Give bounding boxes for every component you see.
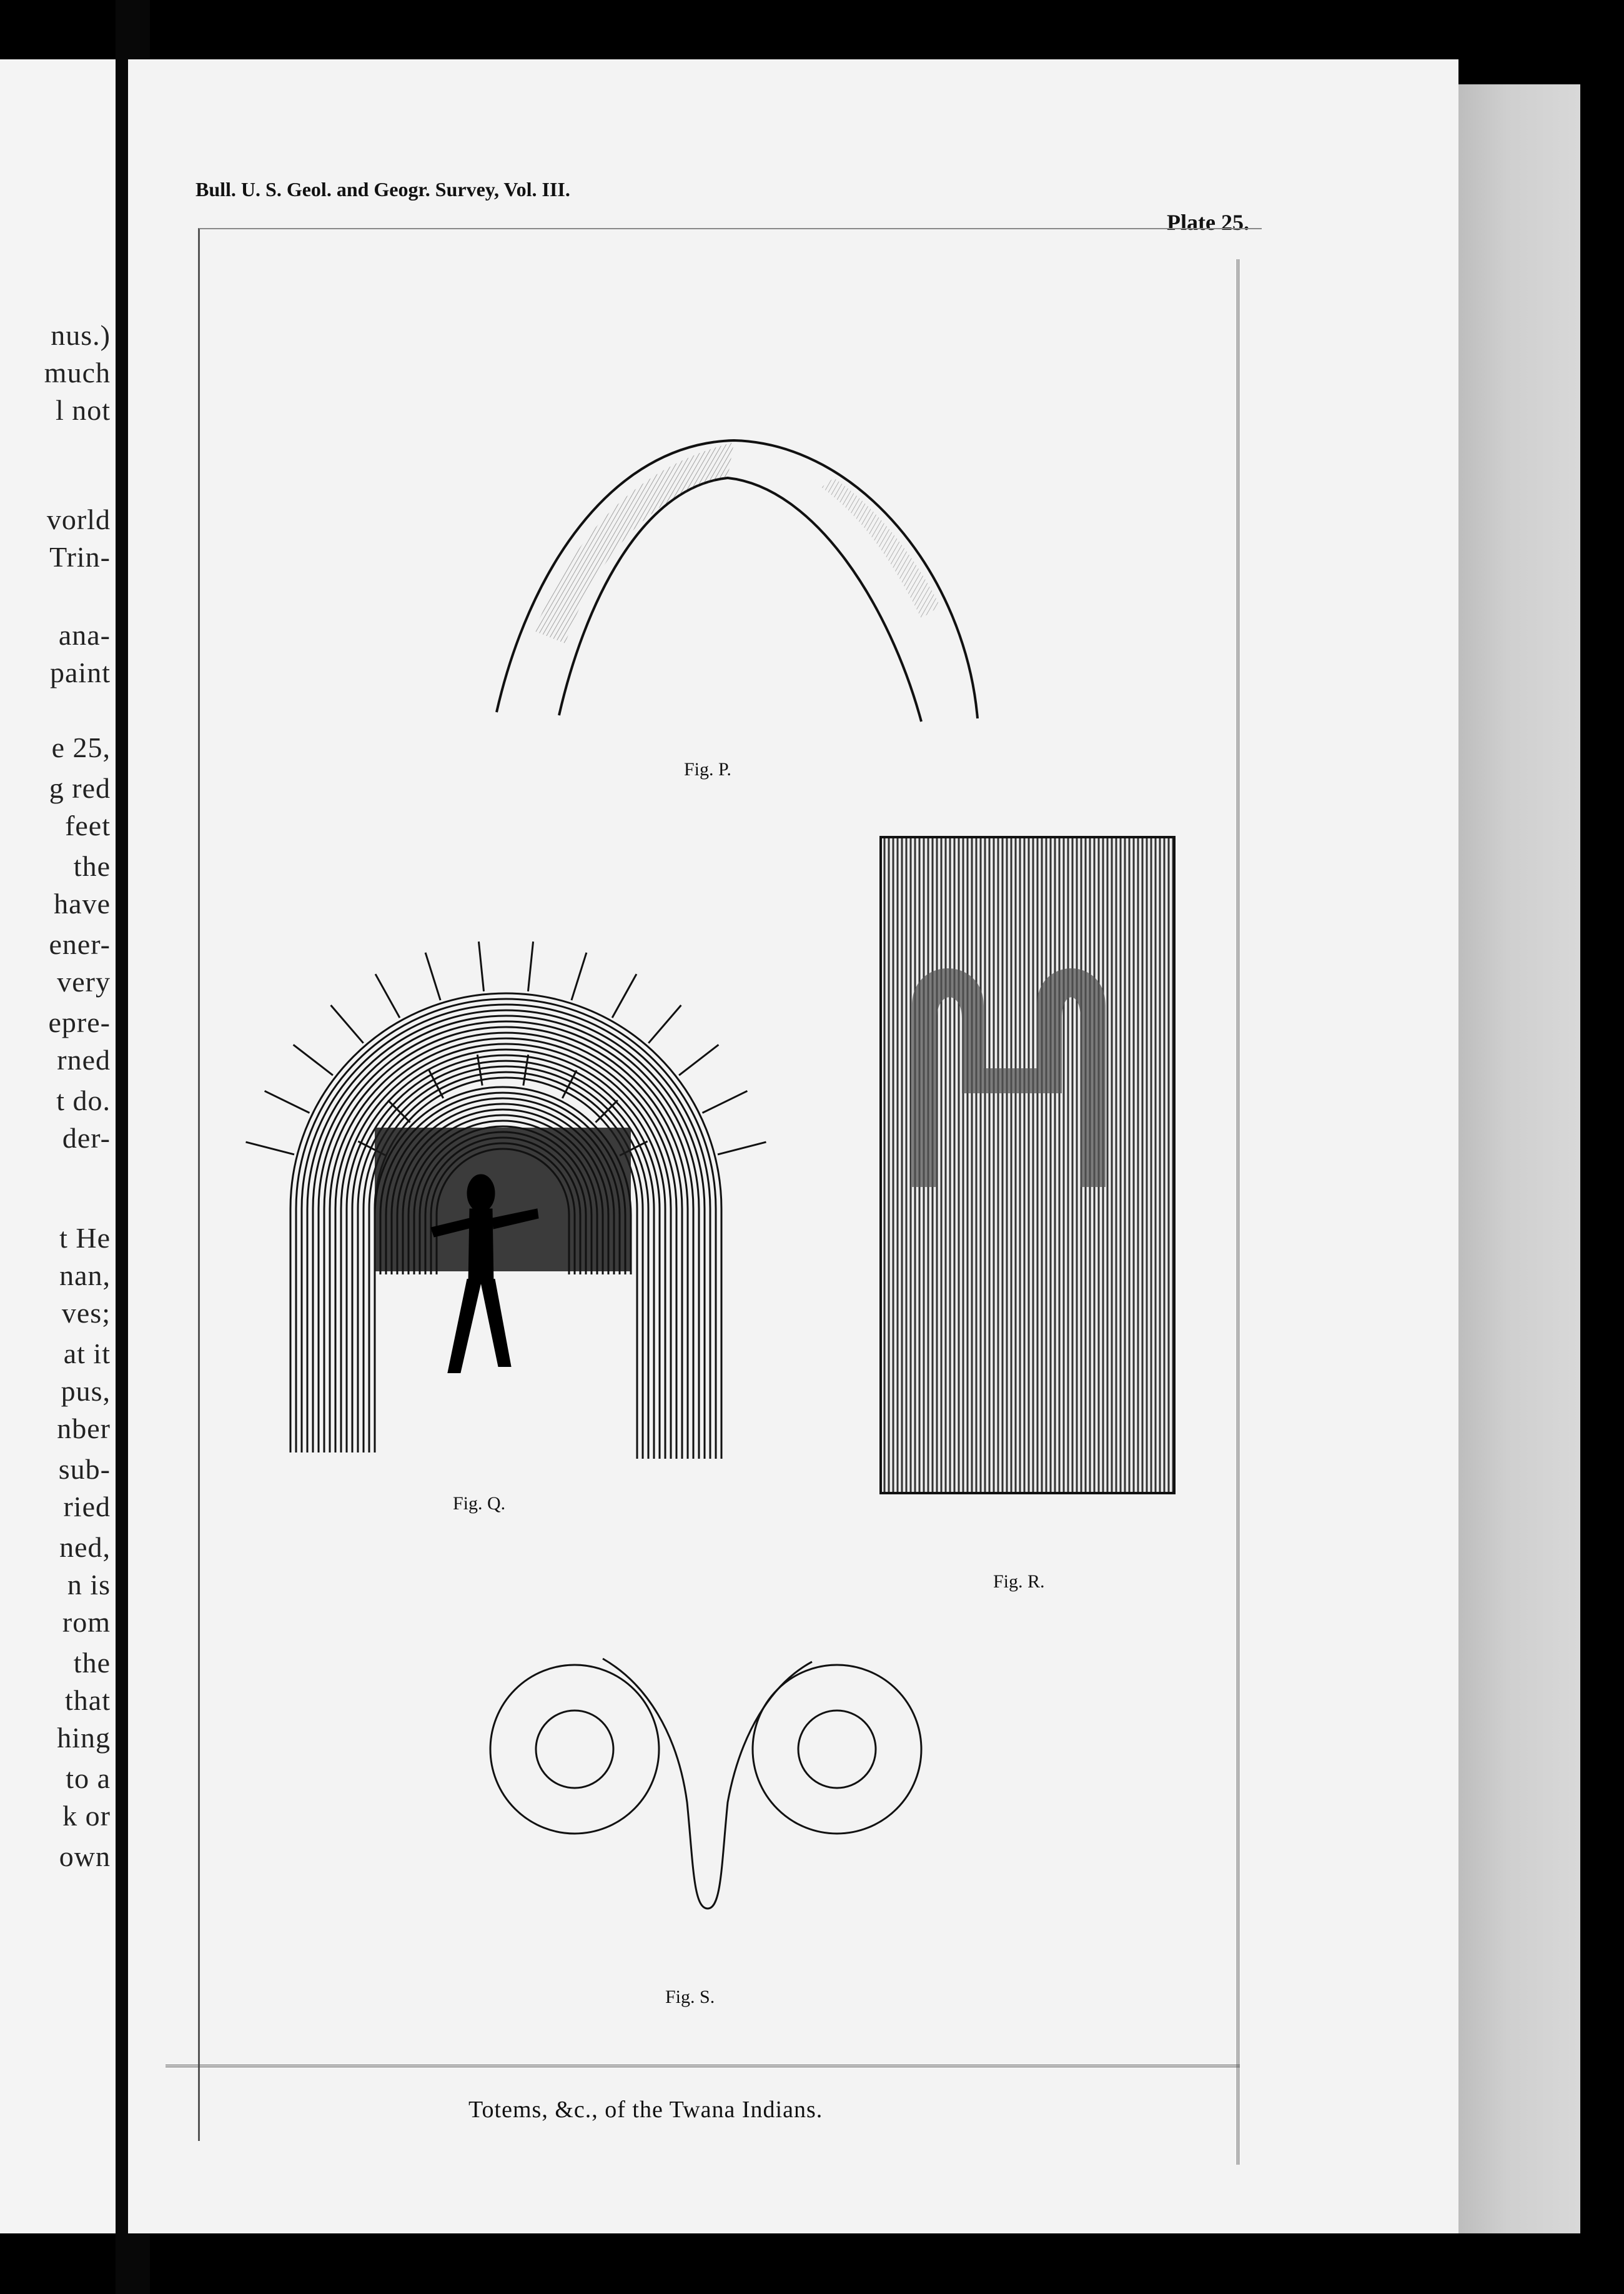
facing-page-fragment [0, 59, 116, 2233]
facing-page-line: own [59, 1840, 111, 1872]
figure-q-outer-ray [246, 1142, 294, 1154]
figure-r-caption: Fig. R. [993, 1571, 1045, 1592]
figure-s-caption: Fig. S. [665, 1987, 715, 2007]
facing-page-line: have [54, 888, 111, 920]
facing-page-line: ned, [59, 1531, 111, 1563]
facing-page-line: e 25, [51, 732, 111, 763]
facing-page-line: to a [66, 1762, 111, 1794]
figure-q-outer-ray [648, 1005, 681, 1043]
facing-page-line: feet [65, 810, 111, 842]
facing-page-line: that [65, 1684, 111, 1716]
facing-page-line: vorld [46, 504, 111, 535]
facing-page-line: ves; [61, 1297, 111, 1329]
figure-s-eyes-drawing [465, 1640, 953, 1952]
figure-q-arch-with-figure-drawing [244, 934, 899, 1496]
figure-r-m-block-drawing [874, 831, 1187, 1562]
figure-q-outer-ray [265, 1091, 310, 1113]
facing-page-line: ried [63, 1491, 111, 1522]
facing-page-line: the [73, 1647, 111, 1679]
facing-page-line: at it [63, 1338, 111, 1369]
facing-page-line: rom [62, 1606, 111, 1638]
figure-q-outer-ray [331, 1005, 364, 1043]
figure-q-caption: Fig. Q. [453, 1493, 506, 1514]
figure-q-outer-ray [702, 1091, 747, 1113]
figure-q-outer-ray [425, 953, 440, 1000]
facing-page-line: very [57, 966, 111, 998]
facing-page-line: nber [57, 1413, 111, 1444]
figure-q-outer-ray [294, 1045, 333, 1075]
plate-page [128, 59, 1458, 2233]
facing-page-line: n is [67, 1569, 111, 1601]
figure-q-outer-ray [572, 953, 587, 1000]
facing-page-line: der- [62, 1122, 111, 1154]
figure-p-caption: Fig. P. [684, 759, 731, 780]
plate-frame-right-rule [1237, 259, 1239, 2165]
figure-q-outer-ray [679, 1045, 718, 1075]
figure-q-outer-ray [612, 974, 636, 1018]
facing-page-line: Trin- [49, 541, 111, 573]
facing-page-line: much [44, 357, 111, 389]
facing-page-line: k or [62, 1800, 111, 1832]
figure-q-inner-ray [388, 1100, 410, 1122]
plate-frame-bottom-rule [166, 2065, 1240, 2067]
plate-number: Plate 25. [1167, 210, 1249, 235]
facing-page-line: g red [49, 772, 111, 804]
facing-page-line: rned [57, 1044, 111, 1076]
facing-page-line: paint [50, 657, 111, 688]
facing-page-line: nus.) [51, 319, 111, 351]
facing-page-line: l not [55, 394, 111, 426]
figure-q-outer-ray [718, 1142, 766, 1154]
running-title: Bull. U. S. Geol. and Geogr. Survey, Vol. III. [196, 178, 570, 201]
facing-page-line: sub- [58, 1453, 111, 1485]
facing-page-line: hing [57, 1722, 111, 1754]
figure-q-outer-ray [375, 974, 400, 1018]
facing-page-line: t He [59, 1222, 111, 1254]
figure-q-inner-ray [523, 1055, 528, 1085]
figure-q-outer-ray [528, 941, 533, 991]
facing-page-line: epre- [48, 1006, 111, 1038]
page-edge-shadow [1458, 84, 1580, 2233]
figure-p-arch-drawing [484, 369, 996, 743]
facing-page-line: ener- [49, 928, 111, 960]
facing-page-line: t do. [56, 1085, 111, 1116]
figure-q-outer-ray [478, 941, 483, 991]
facing-page-line: pus, [61, 1375, 111, 1407]
facing-page-line: nan, [59, 1259, 111, 1291]
figure-q-inner-ray [595, 1100, 617, 1122]
facing-page-line: ana- [58, 619, 111, 651]
facing-page-line: the [73, 850, 111, 882]
plate-caption: Totems, &c., of the Twana Indians. [468, 2097, 823, 2123]
